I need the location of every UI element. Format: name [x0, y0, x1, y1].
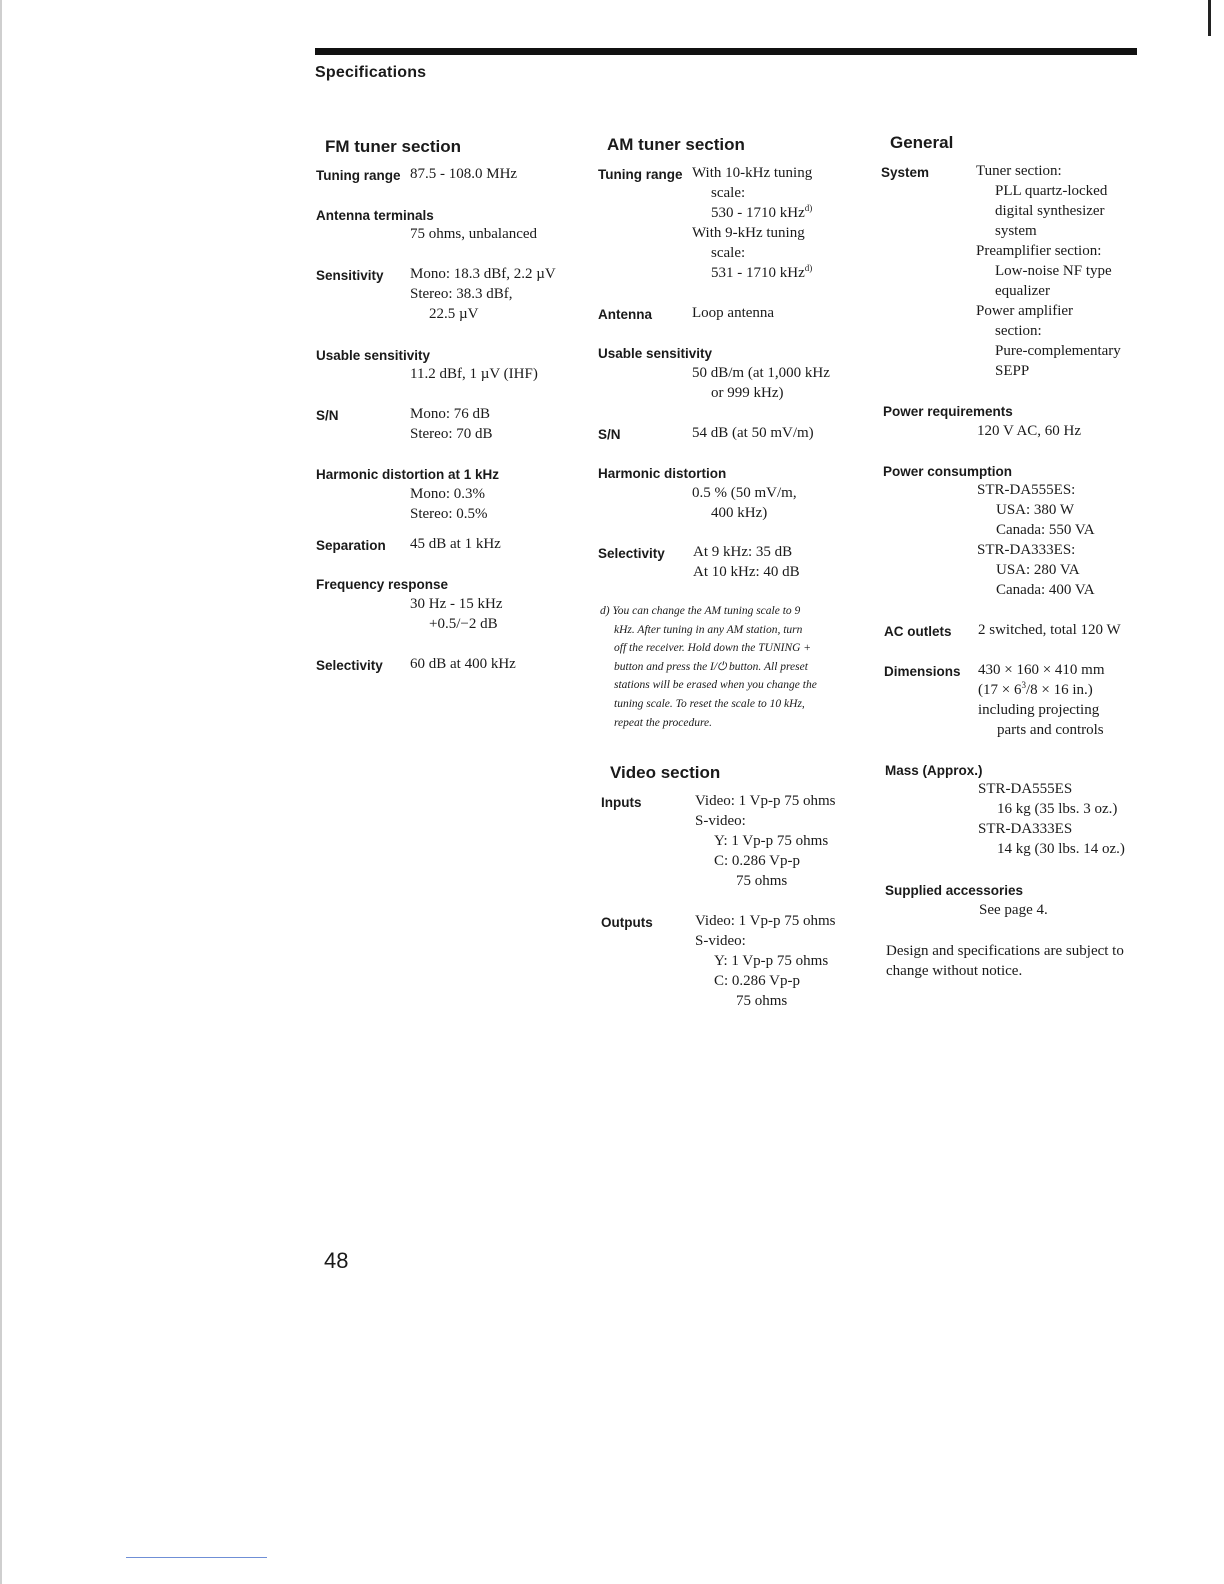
video-outputs-c-ohms: 75 ohms: [736, 993, 788, 1009]
general-system-line: SEPP: [995, 363, 1030, 379]
video-outputs-svideo: S-video:: [695, 933, 746, 949]
fm-usable-sensitivity-label: Usable sensitivity: [316, 348, 431, 363]
general-system-line: equalizer: [995, 283, 1050, 299]
general-power-requirements-label: Power requirements: [883, 404, 1013, 419]
general-mass-line: STR-DA333ES: [978, 821, 1073, 837]
fm-selectivity-value: 60 dB at 400 kHz: [410, 656, 516, 672]
am-usable-sensitivity-line2: or 999 kHz): [711, 385, 784, 401]
am-tuning-range-line6: 531 - 1710 kHz$^{d)}$: [711, 263, 813, 281]
video-section-heading: Video section: [610, 763, 721, 782]
general-system-line: PLL quartz-locked: [995, 183, 1108, 199]
general-power-consumption-line: Canada: 400 VA: [996, 582, 1095, 598]
general-power-consumption-line: USA: 380 W: [996, 502, 1075, 518]
fm-frequency-response-line2: +0.5/−2 dB: [429, 616, 498, 632]
fm-sensitivity-mono: Mono: 18.3 dBf, 2.2 µV: [410, 266, 556, 282]
fm-separation-label: Separation: [316, 538, 386, 553]
general-dimensions-line: including projecting: [978, 702, 1100, 718]
am-selectivity-line1: At 9 kHz: 35 dB: [693, 544, 793, 560]
fm-separation-value: 45 dB at 1 kHz: [410, 536, 501, 552]
am-usable-sensitivity-line1: 50 dB/m (at 1,000 kHz: [692, 365, 830, 381]
fm-frequency-response-label: Frequency response: [316, 577, 449, 592]
am-antenna-value: Loop antenna: [692, 305, 775, 321]
general-system-line: Tuner section:: [976, 163, 1062, 179]
am-tuning-footnote: [600, 602, 852, 732]
am-selectivity-label: Selectivity: [598, 546, 665, 561]
general-system-line: Preamplifier section:: [976, 243, 1102, 259]
am-harmonic-label: Harmonic distortion: [598, 466, 727, 481]
am-selectivity-line2: At 10 kHz: 40 dB: [693, 564, 800, 580]
video-outputs-y: Y: 1 Vp-p 75 ohms: [714, 953, 829, 969]
page-title: Specifications: [315, 64, 427, 81]
general-power-consumption-line: STR-DA333ES:: [977, 542, 1076, 558]
video-inputs-video: Video: 1 Vp-p 75 ohms: [695, 793, 836, 809]
header-rule: [315, 48, 1137, 55]
am-sn-label: S/N: [598, 427, 621, 442]
fm-sensitivity-stereo-cont: 22.5 µV: [429, 306, 479, 322]
general-section-heading: General: [890, 133, 954, 152]
general-dimensions-label: Dimensions: [884, 664, 961, 679]
general-system-line: Power amplifier: [976, 303, 1074, 319]
fm-selectivity-label: Selectivity: [316, 658, 383, 673]
am-tuning-range-line1: With 10-kHz tuning: [692, 165, 813, 181]
general-system-line: Low-noise NF type: [995, 263, 1112, 279]
scan-edge-mark: [1208, 0, 1211, 36]
design-notice: Design and specifications are subject to change without notice.: [886, 943, 1124, 979]
footnote-line: d) You can change the AM tuning scale to 9: [600, 605, 801, 617]
am-harmonic-line2: 400 kHz): [711, 505, 768, 521]
video-outputs-label: Outputs: [601, 915, 653, 930]
general-power-consumption-line: USA: 280 VA: [996, 562, 1080, 578]
fm-frequency-response-line1: 30 Hz - 15 kHz: [410, 596, 503, 612]
general-system-line: system: [995, 223, 1037, 239]
am-tuning-range-label: Tuning range: [598, 167, 683, 182]
am-tuning-range-line4: With 9-kHz tuning: [692, 225, 805, 241]
footnote-line: repeat the procedure.: [614, 716, 713, 729]
video-inputs-label: Inputs: [601, 795, 642, 810]
general-dimensions-line: 430 × 160 × 410 mm: [978, 662, 1105, 678]
video-inputs-y: Y: 1 Vp-p 75 ohms: [714, 833, 829, 849]
video-inputs-c: C: 0.286 Vp-p: [714, 853, 800, 869]
fm-antenna-terminals-value: 75 ohms, unbalanced: [410, 226, 538, 242]
page-number: 48: [324, 1248, 349, 1273]
general-dimensions-inches: ($17 \times 6^3/8 \times 16$ in.): [978, 680, 1093, 698]
general-system-line: Pure-complementary: [995, 343, 1121, 359]
fm-sn-mono: Mono: 76 dB: [410, 406, 491, 422]
fm-sensitivity-stereo: Stereo: 38.3 dBf,: [410, 286, 513, 302]
general-mass-line: 16 kg (35 lbs. 3 oz.): [997, 801, 1118, 817]
footnote-line: tuning scale. To reset the scale to 10 kHz,: [614, 697, 805, 710]
fm-sn-stereo: Stereo: 70 dB: [410, 426, 493, 442]
fm-section-heading: FM tuner section: [325, 137, 462, 156]
video-outputs-c: C: 0.286 Vp-p: [714, 973, 800, 989]
scan-left-edge: [0, 0, 2, 1584]
am-tuning-range-line2: scale:: [711, 185, 746, 201]
general-dimensions-line: parts and controls: [997, 722, 1104, 738]
general-mass-line: STR-DA555ES: [978, 781, 1073, 797]
fm-usable-sensitivity-value: 11.2 dBf, 1 µV (IHF): [410, 366, 538, 382]
fm-tuning-range-value: 87.5 - 108.0 MHz: [410, 166, 518, 182]
general-power-consumption-line: Canada: 550 VA: [996, 522, 1095, 538]
general-power-requirements-value: 120 V AC, 60 Hz: [977, 423, 1082, 439]
video-inputs-svideo: S-video:: [695, 813, 746, 829]
general-ac-outlets-label: AC outlets: [884, 624, 952, 639]
general-mass-label: Mass (Approx.): [885, 763, 983, 778]
fm-tuning-range-label: Tuning range: [316, 168, 401, 183]
general-power-consumption-label: Power consumption: [883, 464, 1013, 479]
am-usable-sensitivity-label: Usable sensitivity: [598, 346, 713, 361]
footnote-line: button and press the I/⏻ button. All preset: [614, 660, 808, 673]
fm-harmonic-mono: Mono: 0.3%: [410, 486, 485, 502]
am-harmonic-line1: 0.5 % (50 mV/m,: [692, 485, 797, 501]
video-outputs-video: Video: 1 Vp-p 75 ohms: [695, 913, 836, 929]
footnote-line: off the receiver. Hold down the TUNING +: [614, 642, 812, 655]
fm-sensitivity-label: Sensitivity: [316, 268, 384, 283]
fm-harmonic-label: Harmonic distortion at 1 kHz: [316, 467, 500, 482]
general-system-line: digital synthesizer: [995, 203, 1105, 219]
general-power-consumption-line: STR-DA555ES:: [977, 482, 1076, 498]
footnote-line: stations will be erased when you change the: [614, 679, 817, 692]
am-antenna-label: Antenna: [598, 307, 652, 322]
general-accessories-value: See page 4.: [979, 902, 1048, 918]
fm-harmonic-stereo: Stereo: 0.5%: [410, 506, 488, 522]
fm-sn-label: S/N: [316, 408, 339, 423]
general-accessories-label: Supplied accessories: [885, 883, 1024, 898]
fm-antenna-terminals-label: Antenna terminals: [316, 208, 434, 223]
scan-bottom-line: [126, 1557, 267, 1558]
general-system-line: section:: [995, 323, 1042, 339]
am-section-heading: AM tuner section: [607, 135, 745, 154]
am-tuning-range-line3: 530 - 1710 kHz$^{d)}$: [711, 203, 813, 221]
am-sn-value: 54 dB (at 50 mV/m): [692, 425, 814, 441]
am-tuning-range-line5: scale:: [711, 245, 746, 261]
footnote-line: kHz. After tuning in any AM station, turn: [614, 623, 803, 636]
general-mass-line: 14 kg (30 lbs. 14 oz.): [997, 841, 1125, 857]
general-ac-outlets-value: 2 switched, total 120 W: [978, 622, 1121, 638]
video-inputs-c-ohms: 75 ohms: [736, 873, 788, 889]
general-system-label: System: [881, 165, 930, 180]
